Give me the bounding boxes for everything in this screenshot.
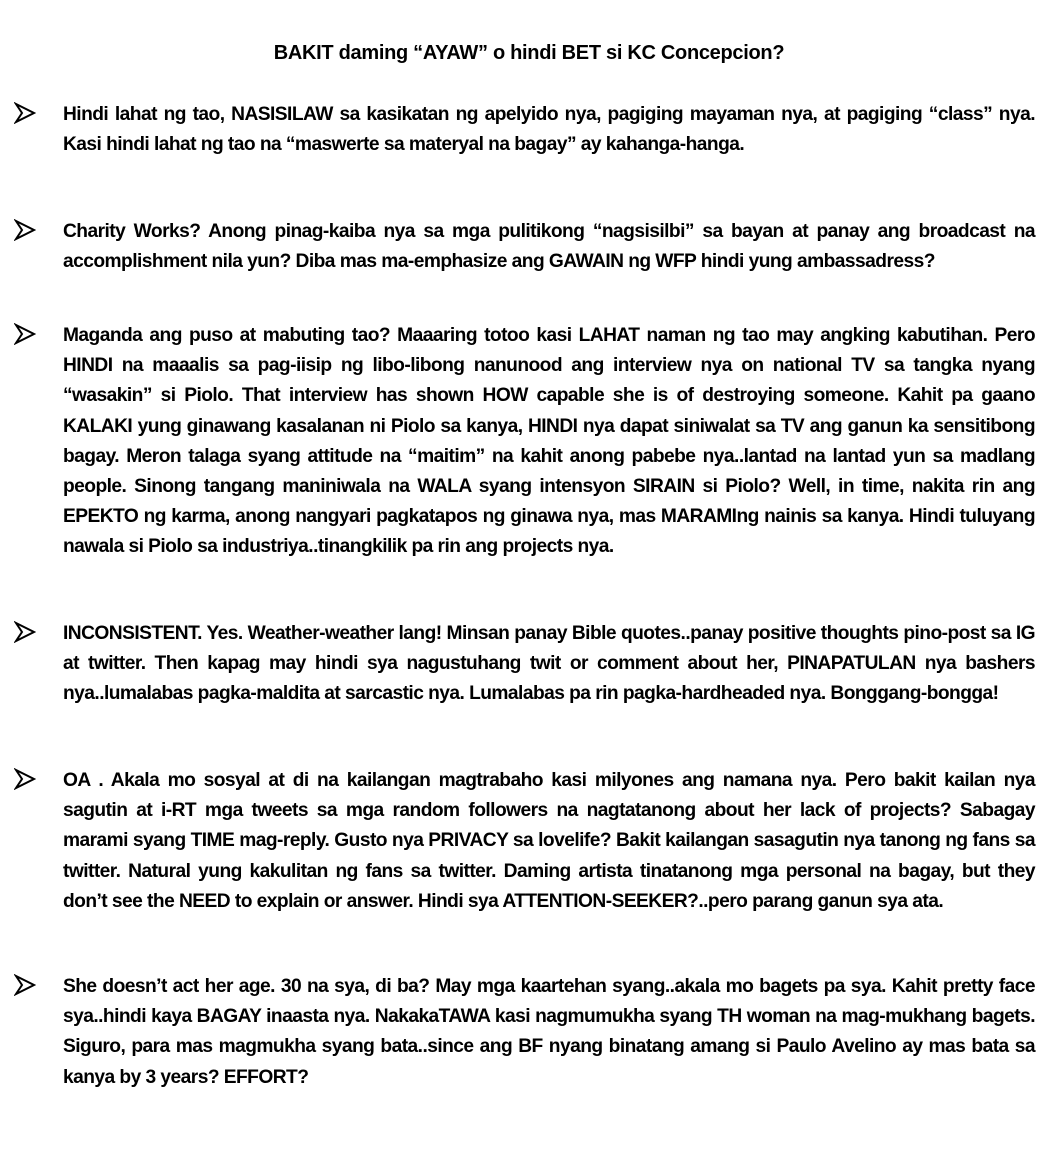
arrowhead-bullet-icon bbox=[14, 219, 36, 241]
bullet-text: Maganda ang puso at mabuting tao? Maaaring totoo kasi LAHAT naman ng tao may angking kabutihan. Pero HINDI na maaalis sa pag-iisip ng libo-libong nanunood ang interview nya on national TV sa tangka nyang “wasakin” si Piolo. That interview has shown HOW capable she is of destroying someone. Kahit pa gaano KALAKI yung ginawang kasalanan ni Piolo sa kanya, HINDI nya dapat siniwalat sa TV ang ganun ka sensitibong bagay. Meron talaga syang attitude na “maitim” na kahit anong pabebe nya..lantad na lantad yun sa madlang people. Sinong tangang maniniwala na WALA syang intensyon SIRAIN si Piolo? Well, in time, nakita rin ang EPEKTO ng karma, anong nangyari pagkatapos ng ginawa nya, mas MARAMIng nainis sa kanya. Hindi tuluyang nawala si Piolo sa industriya..tinangkilik pa rin ang projects nya. bbox=[63, 325, 1035, 558]
arrowhead-bullet-icon bbox=[14, 323, 36, 345]
bullet-text: OA . Akala mo sosyal at di na kailangan magtrabaho kasi milyones ang namana nya. Pero bakit kailan nya sagutin at i-RT mga tweets sa mga random followers na nagtatanong about her lack of projects? Sabagay marami syang TIME mag-reply. Gusto nya PRIVACY sa lovelife? Bakit kailangan sasagutin nya tanong ng fans sa twitter. Natural yung kakulitan ng fans sa twitter. Daming artista tinatanong mga personal na bagay, but they don’t see the NEED to explain or answer. Hindi sya ATTENTION-SEEKER?..pero parang ganun sya ata. bbox=[63, 770, 1035, 912]
bullet-text: Charity Works? Anong pinag-kaiba nya sa mga pulitikong “nagsisilbi” sa bayan at panay ang broadcast na accomplishment nila yun? Diba mas ma-emphasize ang GAWAIN ng WFP hindi yung ambassadress? bbox=[63, 221, 1035, 273]
bullet-text: Hindi lahat ng tao, NASISILAW sa kasikatan ng apelyido nya, pagiging mayaman nya, at pagiging “class” nya. Kasi hindi lahat ng tao na “maswerte sa materyal na bagay” ay kahanga-hanga. bbox=[63, 104, 1035, 156]
bullet-text: INCONSISTENT. Yes. Weather-weather lang! Minsan panay Bible quotes..panay positive thoughts pino-post sa IG at twitter. Then kapag may hindi sya nagustuhang twit or comment about her, PINAPATULAN nya bashers nya..lumalabas pagka-maldita at sarcastic nya. Lumalabas pa rin pagka-hardheaded nya. Bonggang-bongga! bbox=[63, 623, 1035, 705]
arrowhead-bullet-icon bbox=[14, 102, 36, 124]
bullet-text: She doesn’t act her age. 30 na sya, di ba? May mga kaartehan syang..akala mo bagets pa sya. Kahit pretty face sya..hindi kaya BAGAY inaasta nya. NakakaTAWA kasi nagmumukha syang TH woman na mag-mukhang bagets. Siguro, para mas magmukha syang bata..since ang BF nyang binatang amang si Paulo Avelino ay mas bata sa kanya by 3 years? EFFORT? bbox=[63, 976, 1035, 1088]
arrowhead-bullet-icon bbox=[14, 768, 36, 790]
arrowhead-bullet-icon bbox=[14, 621, 36, 643]
document-title: BAKIT daming “AYAW” o hindi BET si KC Concepcion? bbox=[273, 42, 785, 64]
arrowhead-bullet-icon bbox=[14, 974, 36, 996]
